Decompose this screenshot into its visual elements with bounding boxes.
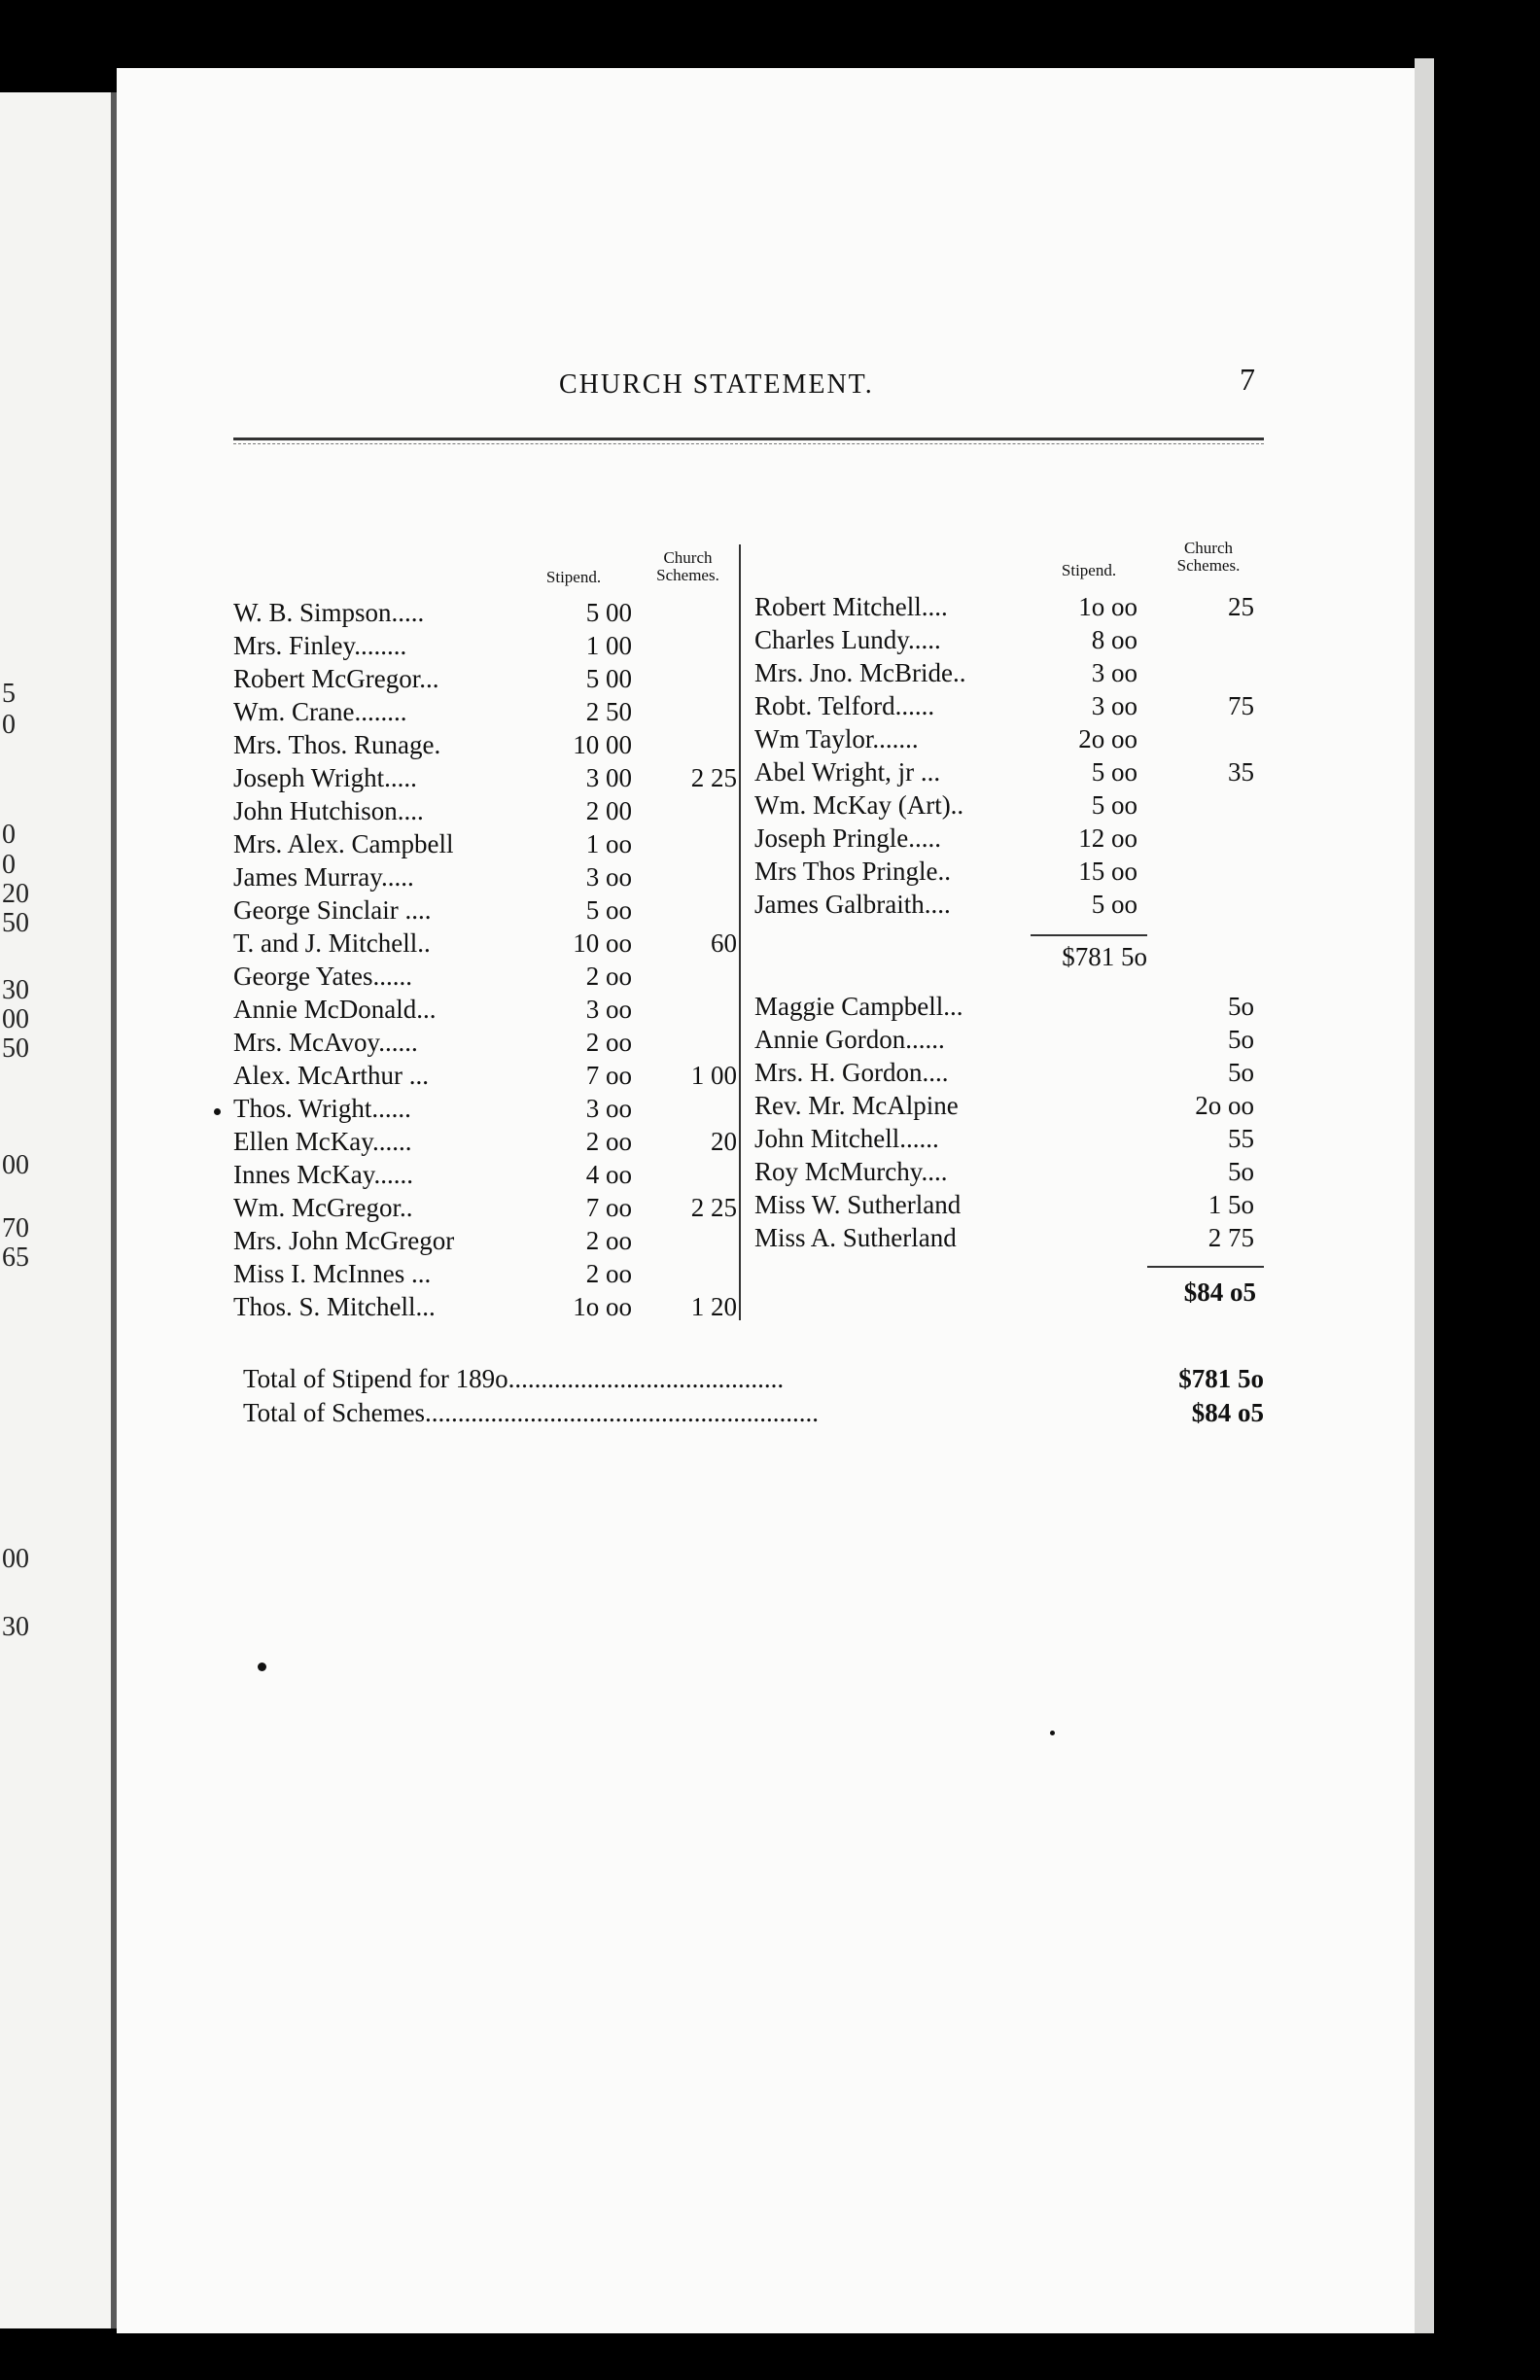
facing-page-number: 30	[2, 975, 29, 1005]
right-entry-row	[754, 1056, 1264, 1089]
right-entry-stipend: 12 oo	[1078, 823, 1138, 853]
facing-page-number: 5	[2, 679, 16, 709]
left-entry-name: Miss I. McInnes ...	[233, 1259, 432, 1288]
right-entry-schemes: 2 75	[1208, 1223, 1254, 1252]
right-entry-name: Robt. Telford......	[754, 691, 935, 720]
facing-page-number: 50	[2, 1033, 29, 1064]
left-entry-name: Innes McKay......	[233, 1160, 413, 1189]
left-entry-stipend: 3 00	[585, 763, 632, 792]
facing-page-number: 00	[2, 1004, 29, 1034]
right-entry-name: Rev. Mr. McAlpine	[754, 1091, 959, 1120]
facing-page-number: 50	[2, 908, 29, 938]
total-label: Total of Stipend for 189o..........................................	[243, 1364, 785, 1393]
right-entry-stipend: 3 oo	[1091, 691, 1138, 720]
left-entry-name: Joseph Wright.....	[233, 763, 417, 792]
total-value: $84 o5	[1191, 1398, 1264, 1427]
right-entry-schemes: 55	[1228, 1124, 1254, 1153]
right-stipend-header: Stipend.	[1061, 561, 1117, 579]
left-entry-stipend: 2 oo	[585, 1028, 632, 1057]
right-entry-name: Wm. McKay (Art)..	[754, 790, 964, 820]
facing-page-number: 20	[2, 879, 29, 909]
left-schemes-header: Church Schemes.	[656, 548, 719, 584]
left-entry-name: Annie McDonald...	[233, 995, 437, 1024]
right-entry-name: Abel Wright, jr ...	[754, 757, 941, 787]
right-entry-name: Robert Mitchell....	[754, 592, 948, 621]
right-entry-name: Roy McMurchy....	[754, 1157, 948, 1186]
left-entry-name: Alex. McArthur ...	[233, 1061, 429, 1090]
right-entry-name: Miss W. Sutherland	[754, 1190, 962, 1219]
facing-page-number: 0	[2, 850, 16, 880]
left-entry-schemes: 2 25	[690, 1193, 737, 1222]
page-number: 7	[1240, 362, 1255, 397]
right-entry-row	[754, 722, 1264, 755]
left-entry-stipend: 5 00	[585, 598, 632, 627]
left-entry-name: Thos. Wright......	[233, 1094, 411, 1123]
left-entry-name: T. and J. Mitchell..	[233, 928, 431, 958]
left-entry-schemes: 60	[711, 928, 737, 958]
left-entry-row	[233, 860, 739, 893]
right-entry-name: James Galbraith....	[754, 890, 951, 919]
left-entry-stipend: 1 oo	[585, 829, 632, 858]
right-entry-stipend: 5 oo	[1091, 890, 1138, 919]
right-entry-schemes: 35	[1228, 757, 1254, 787]
right-entry-schemes: 5o	[1228, 1058, 1254, 1087]
left-entry-row	[233, 1257, 739, 1290]
right-entry-stipend: 5 oo	[1091, 757, 1138, 787]
right-entry-name: Charles Lundy.....	[754, 625, 941, 654]
right-entry-name: Wm Taylor.......	[754, 724, 919, 753]
right-entry-row	[754, 1023, 1264, 1056]
left-entry-stipend: 2 00	[585, 796, 632, 825]
right-entry-row	[754, 1089, 1264, 1122]
left-entry-row	[233, 761, 739, 794]
facing-page-number: 65	[2, 1242, 29, 1273]
right-entry-row	[754, 689, 1264, 722]
right-entry-name: Miss A. Sutherland	[754, 1223, 957, 1252]
facing-page-number: 30	[2, 1612, 29, 1642]
left-entry-row	[233, 993, 739, 1026]
left-entry-row	[233, 1125, 739, 1158]
left-entry-name: Mrs. John McGregor	[233, 1226, 455, 1255]
right-entry-stipend: 3 oo	[1091, 658, 1138, 687]
right-entry-row	[754, 822, 1264, 855]
left-entry-name: Wm. Crane........	[233, 697, 407, 726]
left-entry-stipend: 7 oo	[585, 1193, 632, 1222]
left-entry-row	[233, 1224, 739, 1257]
left-entry-name: John Hutchison....	[233, 796, 424, 825]
left-entry-schemes: 1 20	[690, 1292, 737, 1321]
left-entry-stipend: 1o oo	[573, 1292, 632, 1321]
left-entry-row	[233, 662, 739, 695]
facing-page-number: 70	[2, 1213, 29, 1243]
left-entry-row	[233, 1191, 739, 1224]
left-entry-row	[233, 1026, 739, 1059]
right-entry-name: Mrs. Jno. McBride..	[754, 658, 966, 687]
total-label: Total of Schemes............................................................	[243, 1398, 820, 1427]
left-entry-stipend: 3 oo	[585, 995, 632, 1024]
page-title: CHURCH STATEMENT.	[559, 369, 874, 400]
facing-page-number: 00	[2, 1544, 29, 1574]
right-entry-schemes: 5o	[1228, 1025, 1254, 1054]
left-entry-name: Mrs. Thos. Runage.	[233, 730, 441, 759]
right-entry-schemes: 1 5o	[1208, 1190, 1254, 1219]
page-edge	[1415, 58, 1434, 2333]
right-entry-row	[754, 623, 1264, 656]
left-entry-name: Robert McGregor...	[233, 664, 439, 693]
right-entry-row	[754, 1155, 1264, 1188]
right-entry-row	[754, 788, 1264, 822]
left-entry-stipend: 5 00	[585, 664, 632, 693]
left-entry-stipend: 2 oo	[585, 1259, 632, 1288]
left-entry-name: George Yates......	[233, 962, 412, 991]
ink-speck	[258, 1662, 266, 1671]
ink-speck	[214, 1108, 221, 1115]
left-entry-stipend: 3 oo	[585, 1094, 632, 1123]
left-entry-name: Mrs. Finley........	[233, 631, 407, 660]
left-entry-row	[233, 893, 739, 927]
left-entry-row	[233, 629, 739, 662]
facing-page-number: 00	[2, 1150, 29, 1180]
schemes-subtotal-rule	[1147, 1266, 1264, 1268]
right-entry-stipend: 2o oo	[1078, 724, 1138, 753]
right-entry-stipend: 5 oo	[1091, 790, 1138, 820]
left-entry-stipend: 4 oo	[585, 1160, 632, 1189]
statement-page	[117, 68, 1415, 2333]
header-rule	[233, 438, 1264, 444]
left-entry-name: W. B. Simpson.....	[233, 598, 425, 627]
right-entry-schemes: 25	[1228, 592, 1254, 621]
schemes-subtotal: $84 o5	[1183, 1278, 1256, 1307]
left-entry-row	[233, 695, 739, 728]
right-entry-name: Mrs Thos Pringle..	[754, 857, 952, 886]
facing-page-fragment	[0, 92, 117, 2328]
right-entry-schemes: 2o oo	[1195, 1091, 1254, 1120]
left-entry-row	[233, 728, 739, 761]
total-value: $781 5o	[1178, 1364, 1264, 1393]
left-entry-stipend: 10 oo	[573, 928, 632, 958]
left-entry-name: James Murray.....	[233, 862, 414, 892]
left-entry-name: Mrs. McAvoy......	[233, 1028, 418, 1057]
right-entry-row	[754, 590, 1264, 623]
left-entry-stipend: 10 00	[573, 730, 632, 759]
left-entry-stipend: 5 oo	[585, 895, 632, 925]
right-entry-schemes: 75	[1228, 691, 1254, 720]
right-entry-name: Maggie Campbell...	[754, 992, 963, 1021]
left-entry-row	[233, 794, 739, 827]
left-entry-row	[233, 1158, 739, 1191]
left-entry-name: Ellen McKay......	[233, 1127, 412, 1156]
right-entry-schemes: 5o	[1228, 1157, 1254, 1186]
left-entry-row	[233, 1290, 739, 1323]
stipend-subtotal: $781 5o	[1062, 942, 1147, 971]
left-entry-row	[233, 1092, 739, 1125]
left-entry-row	[233, 827, 739, 860]
right-entry-row	[754, 1122, 1264, 1155]
stipend-subtotal-rule	[1031, 934, 1147, 936]
left-stipend-header: Stipend.	[545, 568, 602, 586]
left-entry-row	[233, 596, 739, 629]
right-entry-row	[754, 656, 1264, 689]
right-entry-stipend: 8 oo	[1091, 625, 1138, 654]
right-entry-name: John Mitchell......	[754, 1124, 939, 1153]
facing-page-number: 0	[2, 710, 16, 740]
left-entry-schemes: 20	[711, 1127, 737, 1156]
right-entry-stipend: 15 oo	[1078, 857, 1138, 886]
left-entry-row	[233, 960, 739, 993]
left-entry-name: Thos. S. Mitchell...	[233, 1292, 436, 1321]
left-entry-row	[233, 1059, 739, 1092]
right-entry-name: Annie Gordon......	[754, 1025, 945, 1054]
left-entry-stipend: 1 00	[585, 631, 632, 660]
left-entry-stipend: 2 oo	[585, 1226, 632, 1255]
left-entry-name: Mrs. Alex. Campbell	[233, 829, 454, 858]
left-entry-schemes: 1 00	[690, 1061, 737, 1090]
left-entry-stipend: 2 oo	[585, 962, 632, 991]
left-entry-schemes: 2 25	[690, 763, 737, 792]
right-entry-row	[754, 1188, 1264, 1221]
right-entry-stipend: 1o oo	[1078, 592, 1138, 621]
right-entry-schemes: 5o	[1228, 992, 1254, 1021]
right-entry-row	[754, 990, 1264, 1023]
left-entry-name: Wm. McGregor..	[233, 1193, 413, 1222]
left-entry-row	[233, 927, 739, 960]
left-entry-stipend: 7 oo	[585, 1061, 632, 1090]
right-entry-row	[754, 1221, 1264, 1254]
ink-speck	[1050, 1731, 1055, 1735]
right-schemes-header: Church Schemes.	[1176, 539, 1241, 575]
right-entry-name: Joseph Pringle.....	[754, 823, 941, 853]
right-entry-name: Mrs. H. Gordon....	[754, 1058, 949, 1087]
left-entry-name: George Sinclair ....	[233, 895, 432, 925]
column-divider	[739, 544, 741, 1320]
right-entry-row	[754, 855, 1264, 888]
facing-page-number: 0	[2, 820, 16, 850]
left-entry-stipend: 2 50	[585, 697, 632, 726]
right-entry-row	[754, 888, 1264, 921]
left-entry-stipend: 2 oo	[585, 1127, 632, 1156]
right-entry-row	[754, 755, 1264, 788]
left-entry-stipend: 3 oo	[585, 862, 632, 892]
